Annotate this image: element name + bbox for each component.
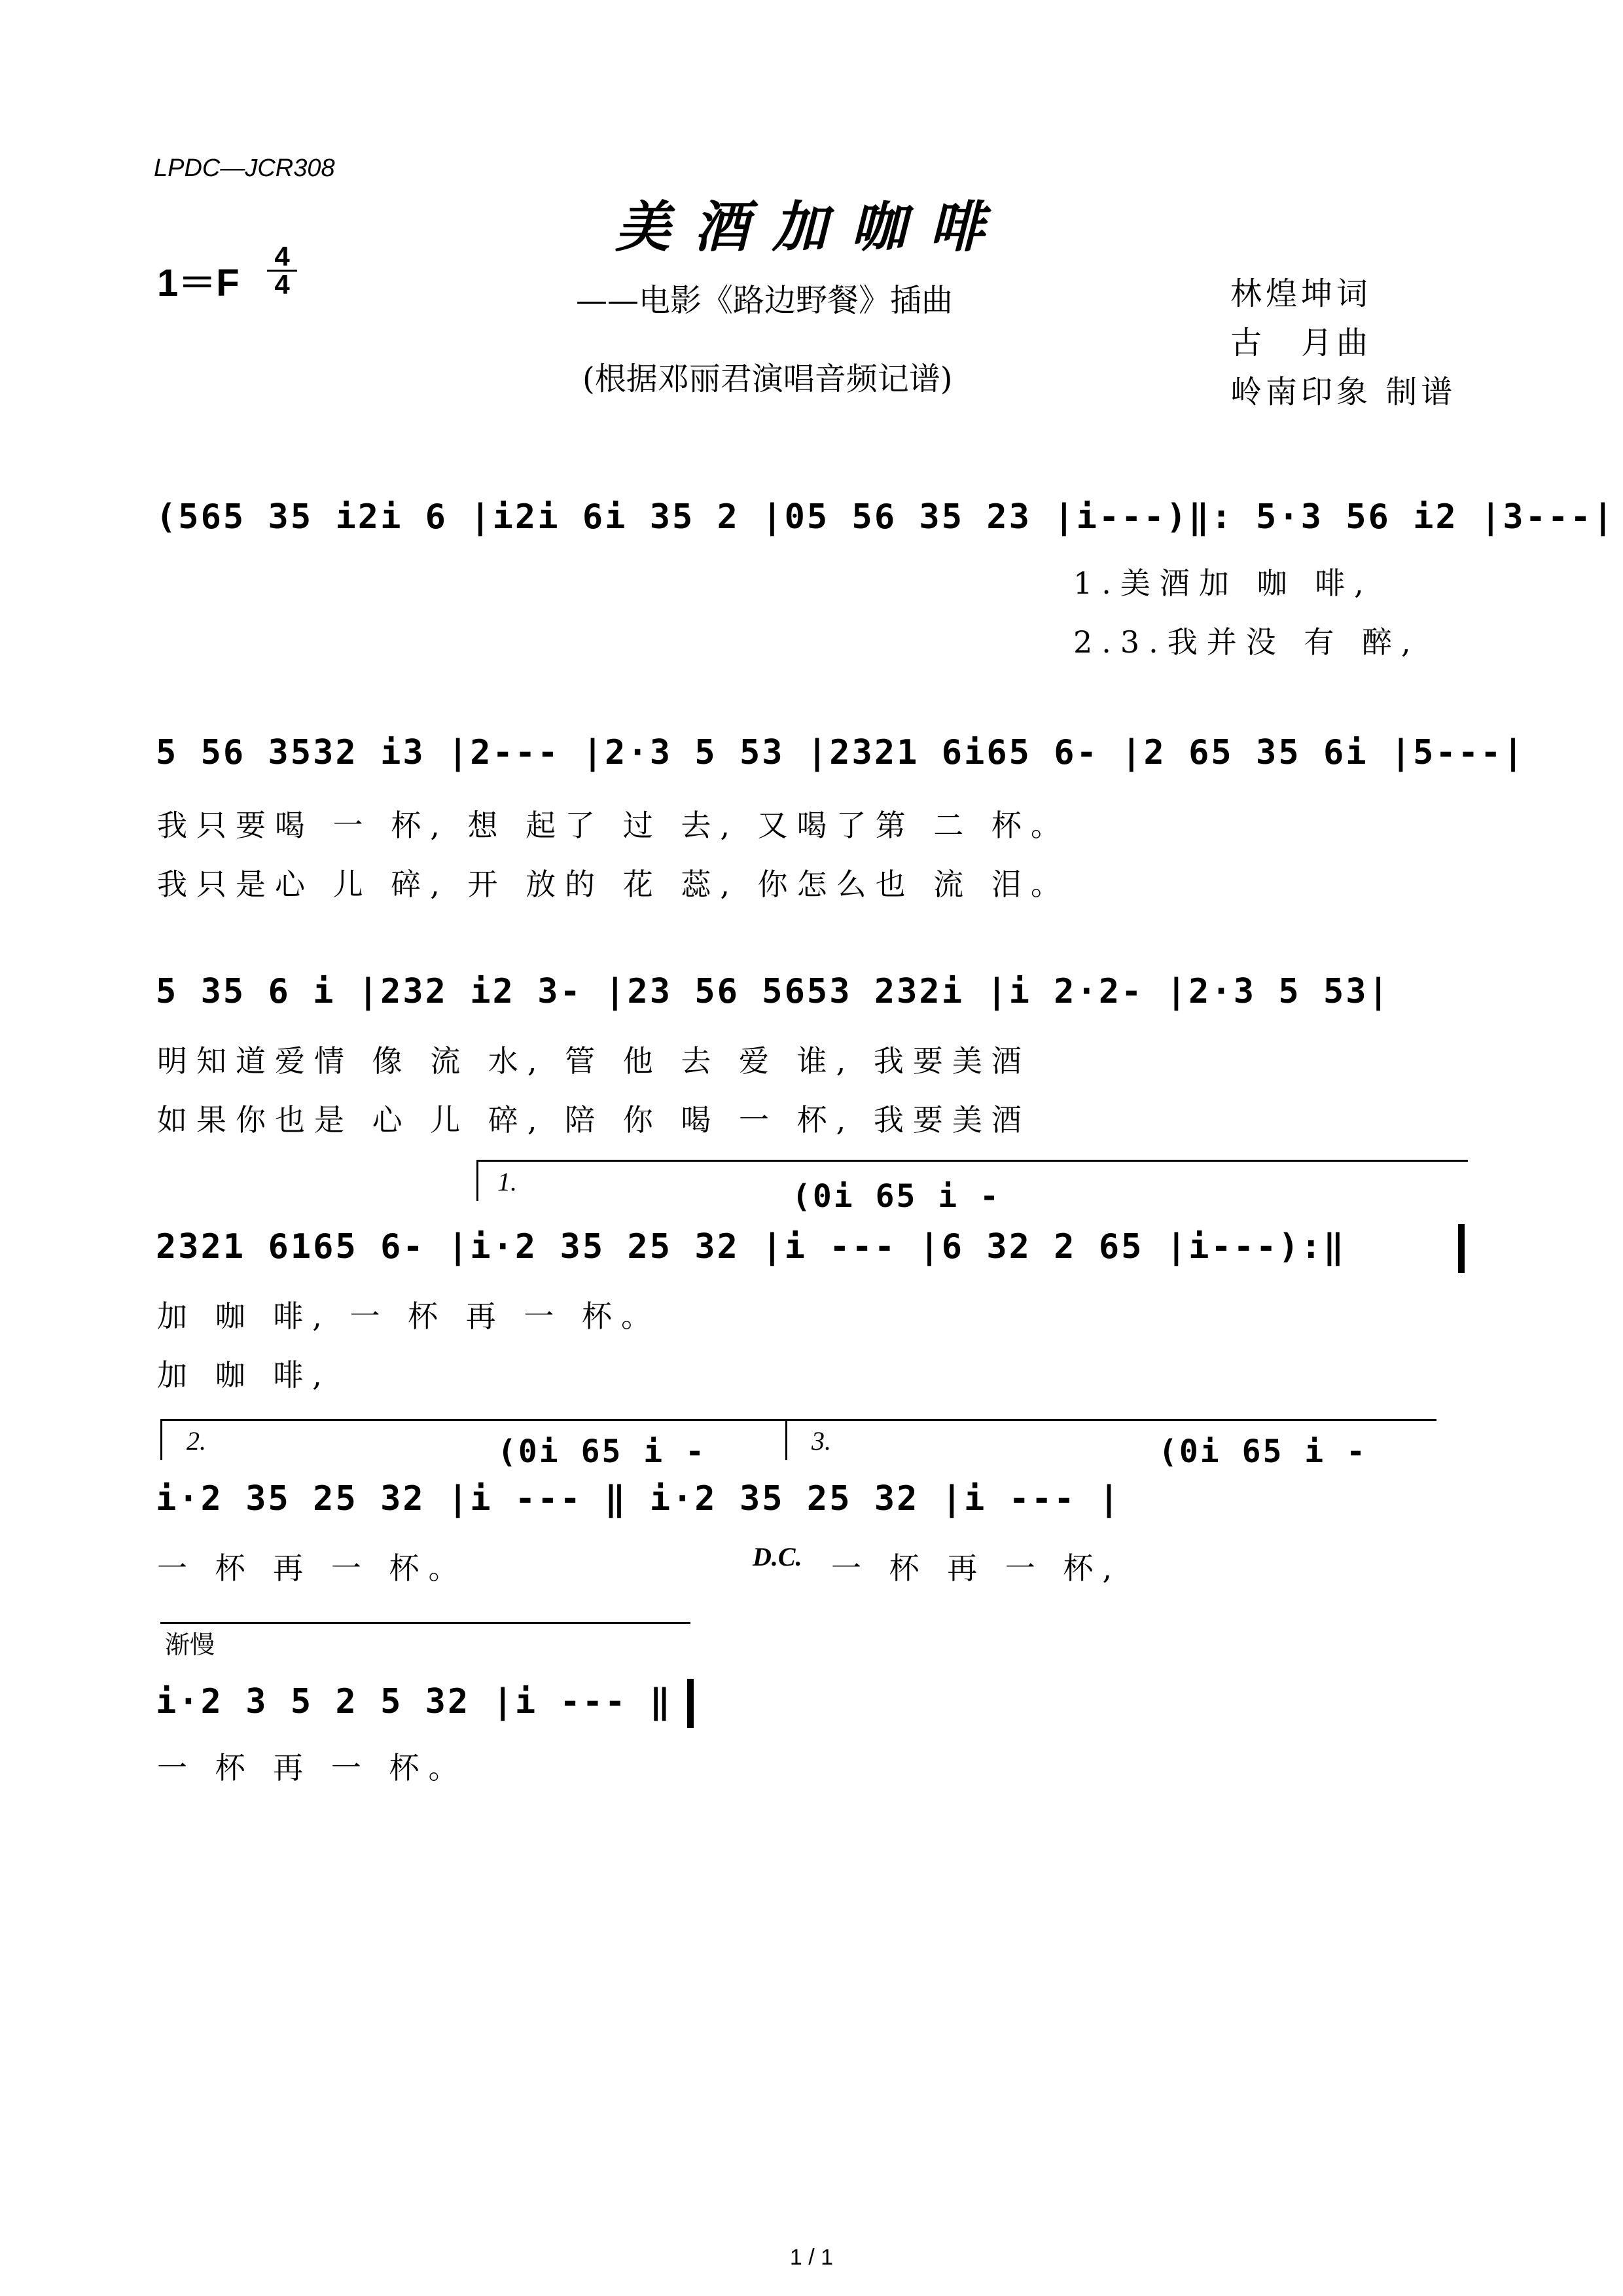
lyricist-credit: 林煌坤词: [1230, 276, 1372, 312]
tempo-mark: 渐慢: [165, 1630, 215, 1659]
fill-notes-row-5b: (0i 65 i -: [1158, 1433, 1367, 1470]
meter-top: 4: [267, 243, 297, 272]
meter-bottom: 4: [274, 269, 290, 300]
arranger-credit: 岭南印象 制谱: [1230, 374, 1457, 410]
volta-bracket-line: [476, 1160, 1468, 1162]
score-row-6: i·2 3 5 2 5 32 |i --- ‖: [156, 1682, 673, 1721]
lyric-row-1-verse-1: 1.美酒加 咖 啡,: [1073, 565, 1373, 601]
volta-1-bracket: [476, 1160, 478, 1201]
lyric-row-3-verse-1: 明知道爱情 像 流 水, 管 他 去 爱 谁, 我要美酒: [157, 1043, 1031, 1079]
lyric-row-4-verse-2: 加 咖 啡,: [157, 1357, 331, 1393]
volta-3-label: 3.: [812, 1426, 831, 1456]
lyric-row-6: 一 杯 再 一 杯。: [157, 1750, 468, 1785]
time-signature: [267, 243, 297, 298]
lyric-row-5a: 一 杯 再 一 杯。: [157, 1551, 468, 1586]
fill-notes-row-4: (0i 65 i -: [792, 1178, 1001, 1215]
lyric-row-2-verse-2: 我只是心 儿 碎, 开 放的 花 蕊, 你怎么也 流 泪。: [157, 867, 1070, 902]
final-repeat-barline: [1458, 1224, 1465, 1273]
final-barline: [687, 1679, 694, 1728]
subtitle: ——电影《路边野餐》插曲: [576, 282, 954, 319]
fill-notes-row-5a: (0i 65 i -: [497, 1433, 706, 1470]
lyric-row-2-verse-1: 我只要喝 一 杯, 想 起了 过 去, 又喝了第 二 杯。: [157, 808, 1070, 843]
lyric-row-3-verse-2: 如果你也是 心 儿 碎, 陪 你 喝 一 杯, 我要美酒: [157, 1102, 1031, 1138]
volta-3-bracket: [785, 1419, 787, 1460]
lyric-row-1-verse-2: 2.3.我并没 有 醉,: [1073, 624, 1420, 660]
lyric-row-4-verse-1: 加 咖 啡, 一 杯 再 一 杯。: [157, 1299, 660, 1334]
key-signature: 1＝F: [157, 262, 240, 304]
score-row-3: 5 35 6 i |232 i2 3- |23 56 5653 232i |i 2·2- |2·3 5 53|: [156, 972, 1391, 1011]
score-row-2: 5 56 3532 i3 |2--- |2·3 5 53 |2321 6i65 6- |2 65 35 6i |5---|: [156, 733, 1525, 772]
score-row-4: 2321 6165 6- |i·2 35 25 32 |i --- |6 32 2 65 |i---):‖: [156, 1227, 1346, 1266]
volta-2-bracket: [160, 1419, 162, 1460]
lyric-row-5b: 一 杯 再 一 杯,: [831, 1551, 1122, 1586]
page-number: 1 / 1: [789, 2245, 834, 2270]
volta-2-label: 2.: [187, 1426, 206, 1456]
song-title: 美酒加咖啡: [615, 194, 1008, 259]
score-row-5: i·2 35 25 32 |i --- ‖ i·2 35 25 32 |i --- |: [156, 1479, 1122, 1518]
transcription-note: (根据邓丽君演唱音频记谱): [582, 361, 953, 397]
da-capo-mark: D.C.: [753, 1542, 802, 1571]
score-code: LPDC—JCR308: [154, 154, 335, 182]
score-row-1: (565 35 i2i 6 |i2i 6i 35 2 |05 56 35 23 |i---)‖: 5·3 56 i2 |3---|: [156, 497, 1615, 537]
volta-bracket-line-2: [160, 1419, 1436, 1421]
tempo-bracket-line: [160, 1622, 690, 1624]
volta-1-label: 1.: [497, 1167, 517, 1196]
composer-credit: 古 月曲: [1230, 325, 1372, 361]
